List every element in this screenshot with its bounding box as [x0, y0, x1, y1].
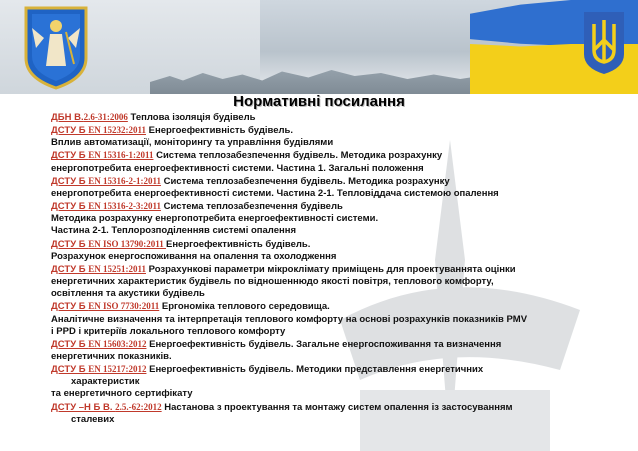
reference-line: [51, 351, 591, 363]
reference-text: Частина 2-1. Теплорозподіленняв системі опалення: [51, 225, 297, 237]
reference-line: [51, 263, 591, 276]
reference-line: [51, 137, 591, 149]
reference-line: [51, 200, 591, 213]
reference-line: [51, 414, 591, 426]
reference-line: [51, 175, 591, 188]
reference-line: [51, 388, 591, 400]
reference-line: [51, 326, 591, 338]
reference-text: освітлення та акустики будівель: [51, 288, 205, 300]
reference-code-prefix[interactable]: ДБН В.: [51, 112, 84, 123]
reference-line: [51, 314, 591, 326]
reference-text: Вплив автоматизації, моніторингу та управління будівлями: [51, 137, 334, 149]
reference-code-prefix[interactable]: ДСТУ Б: [51, 238, 89, 250]
reference-code-prefix[interactable]: ДСТУ Б: [51, 150, 89, 162]
reference-text: енергопотребита енергоефективності системи. Частина 1. Загальні положення: [51, 162, 424, 174]
reference-line: [51, 225, 591, 237]
reference-line: [51, 338, 591, 351]
reference-code-prefix[interactable]: ДСТУ Б: [51, 263, 89, 275]
reference-code[interactable]: 2.5.-62:2012: [115, 401, 162, 412]
reference-code-prefix[interactable]: ДСТУ Б: [51, 301, 89, 313]
reference-text: Ергономіка теплового середовища.: [159, 301, 330, 313]
reference-text: Теплова ізоляція будівель: [127, 112, 256, 123]
reference-code[interactable]: EN 15316-2-3:2011: [88, 201, 161, 212]
reference-line: [51, 288, 591, 300]
ukraine-trident-icon: [582, 10, 626, 76]
reference-code[interactable]: 2.6-31:2006: [83, 112, 128, 122]
reference-line: [51, 251, 591, 263]
reference-code-prefix[interactable]: ДСТУ –Н Б В.: [51, 401, 116, 413]
reference-text: Система теплозабезпечення будівель. Методика розрахунку: [153, 150, 443, 162]
reference-text: сталевих: [71, 413, 115, 425]
reference-line: [51, 111, 591, 124]
reference-code[interactable]: EN 15316-1:2011: [88, 150, 154, 161]
reference-text: Методика розрахунку енергопотребита енергоефективності системи.: [51, 213, 379, 225]
kyiv-coat-of-arms-icon: [22, 4, 90, 90]
reference-code-prefix[interactable]: ДСТУ Б: [51, 338, 89, 350]
reference-line: [51, 188, 591, 200]
reference-text: характеристик: [71, 376, 140, 388]
reference-code[interactable]: EN 15603:2012: [88, 338, 147, 349]
reference-line: [51, 124, 591, 137]
reference-text: Система теплозабезпечення будівель: [160, 201, 343, 213]
reference-text: Енергоефективність будівель.: [145, 125, 294, 137]
reference-text: Настанова з проектування та монтажу систем опалення із застосуванням: [161, 401, 513, 413]
reference-line: [51, 376, 591, 388]
reference-text: Енергоефективність будівель. Методики представлення енергетичних: [146, 364, 484, 376]
reference-text: енергетичних характеристик будівель по відношеннюдо якості повітря, теплового комфорту,: [51, 276, 494, 288]
references-list: [51, 111, 591, 426]
reference-text: Аналітичне визначення та інтерпретація теплового комфорту на основі розрахунків показників PMV: [51, 313, 528, 325]
reference-code[interactable]: EN 15217:2012: [88, 364, 147, 375]
reference-code[interactable]: EN ISO 7730:2011: [88, 301, 160, 312]
reference-code[interactable]: EN ISO 13790:2011: [88, 238, 166, 249]
reference-code-prefix[interactable]: ДСТУ Б: [51, 364, 89, 376]
reference-code[interactable]: EN 15316-2-1:2011: [88, 175, 161, 186]
reference-code[interactable]: EN 15251:2011: [88, 263, 146, 274]
reference-line: [51, 238, 591, 251]
reference-text: Розрахункові параметри мікроклімату приміщень для проектуваннята оцінки: [145, 263, 516, 275]
reference-text: і PPD і критеріїв локального теплового комфорту: [51, 325, 286, 337]
reference-line: [51, 300, 591, 313]
reference-text: Система теплозабезпечення будівель. Методика розрахунку: [160, 175, 450, 187]
reference-text: енергетичних показників.: [51, 350, 172, 362]
reference-code-prefix[interactable]: ДСТУ Б: [51, 175, 89, 187]
reference-line: [51, 163, 591, 175]
reference-text: Енергоефективність будівель.: [165, 238, 311, 250]
reference-line: [51, 149, 591, 162]
reference-line: [51, 213, 591, 225]
reference-text: Енергоефективність будівель. Загальне енергоспоживання та визначення: [146, 338, 502, 350]
reference-text: та енергетичного сертифікату: [51, 388, 193, 400]
header-banner: [0, 0, 638, 94]
page-title: Нормативні посилання: [233, 93, 405, 110]
reference-code[interactable]: EN 15232:2011: [88, 125, 146, 136]
reference-code-prefix[interactable]: ДСТУ Б: [51, 125, 89, 137]
reference-line: [51, 363, 591, 376]
reference-line: [51, 401, 591, 414]
reference-text: Розрахунок енергоспоживання на опалення та охолодження: [51, 250, 337, 262]
reference-line: [51, 276, 591, 288]
reference-text: енергопотребита енергоефективності системи. Частина 2-1. Тепловіддача системою опалення: [51, 187, 499, 199]
reference-code-prefix[interactable]: ДСТУ Б: [51, 201, 89, 213]
